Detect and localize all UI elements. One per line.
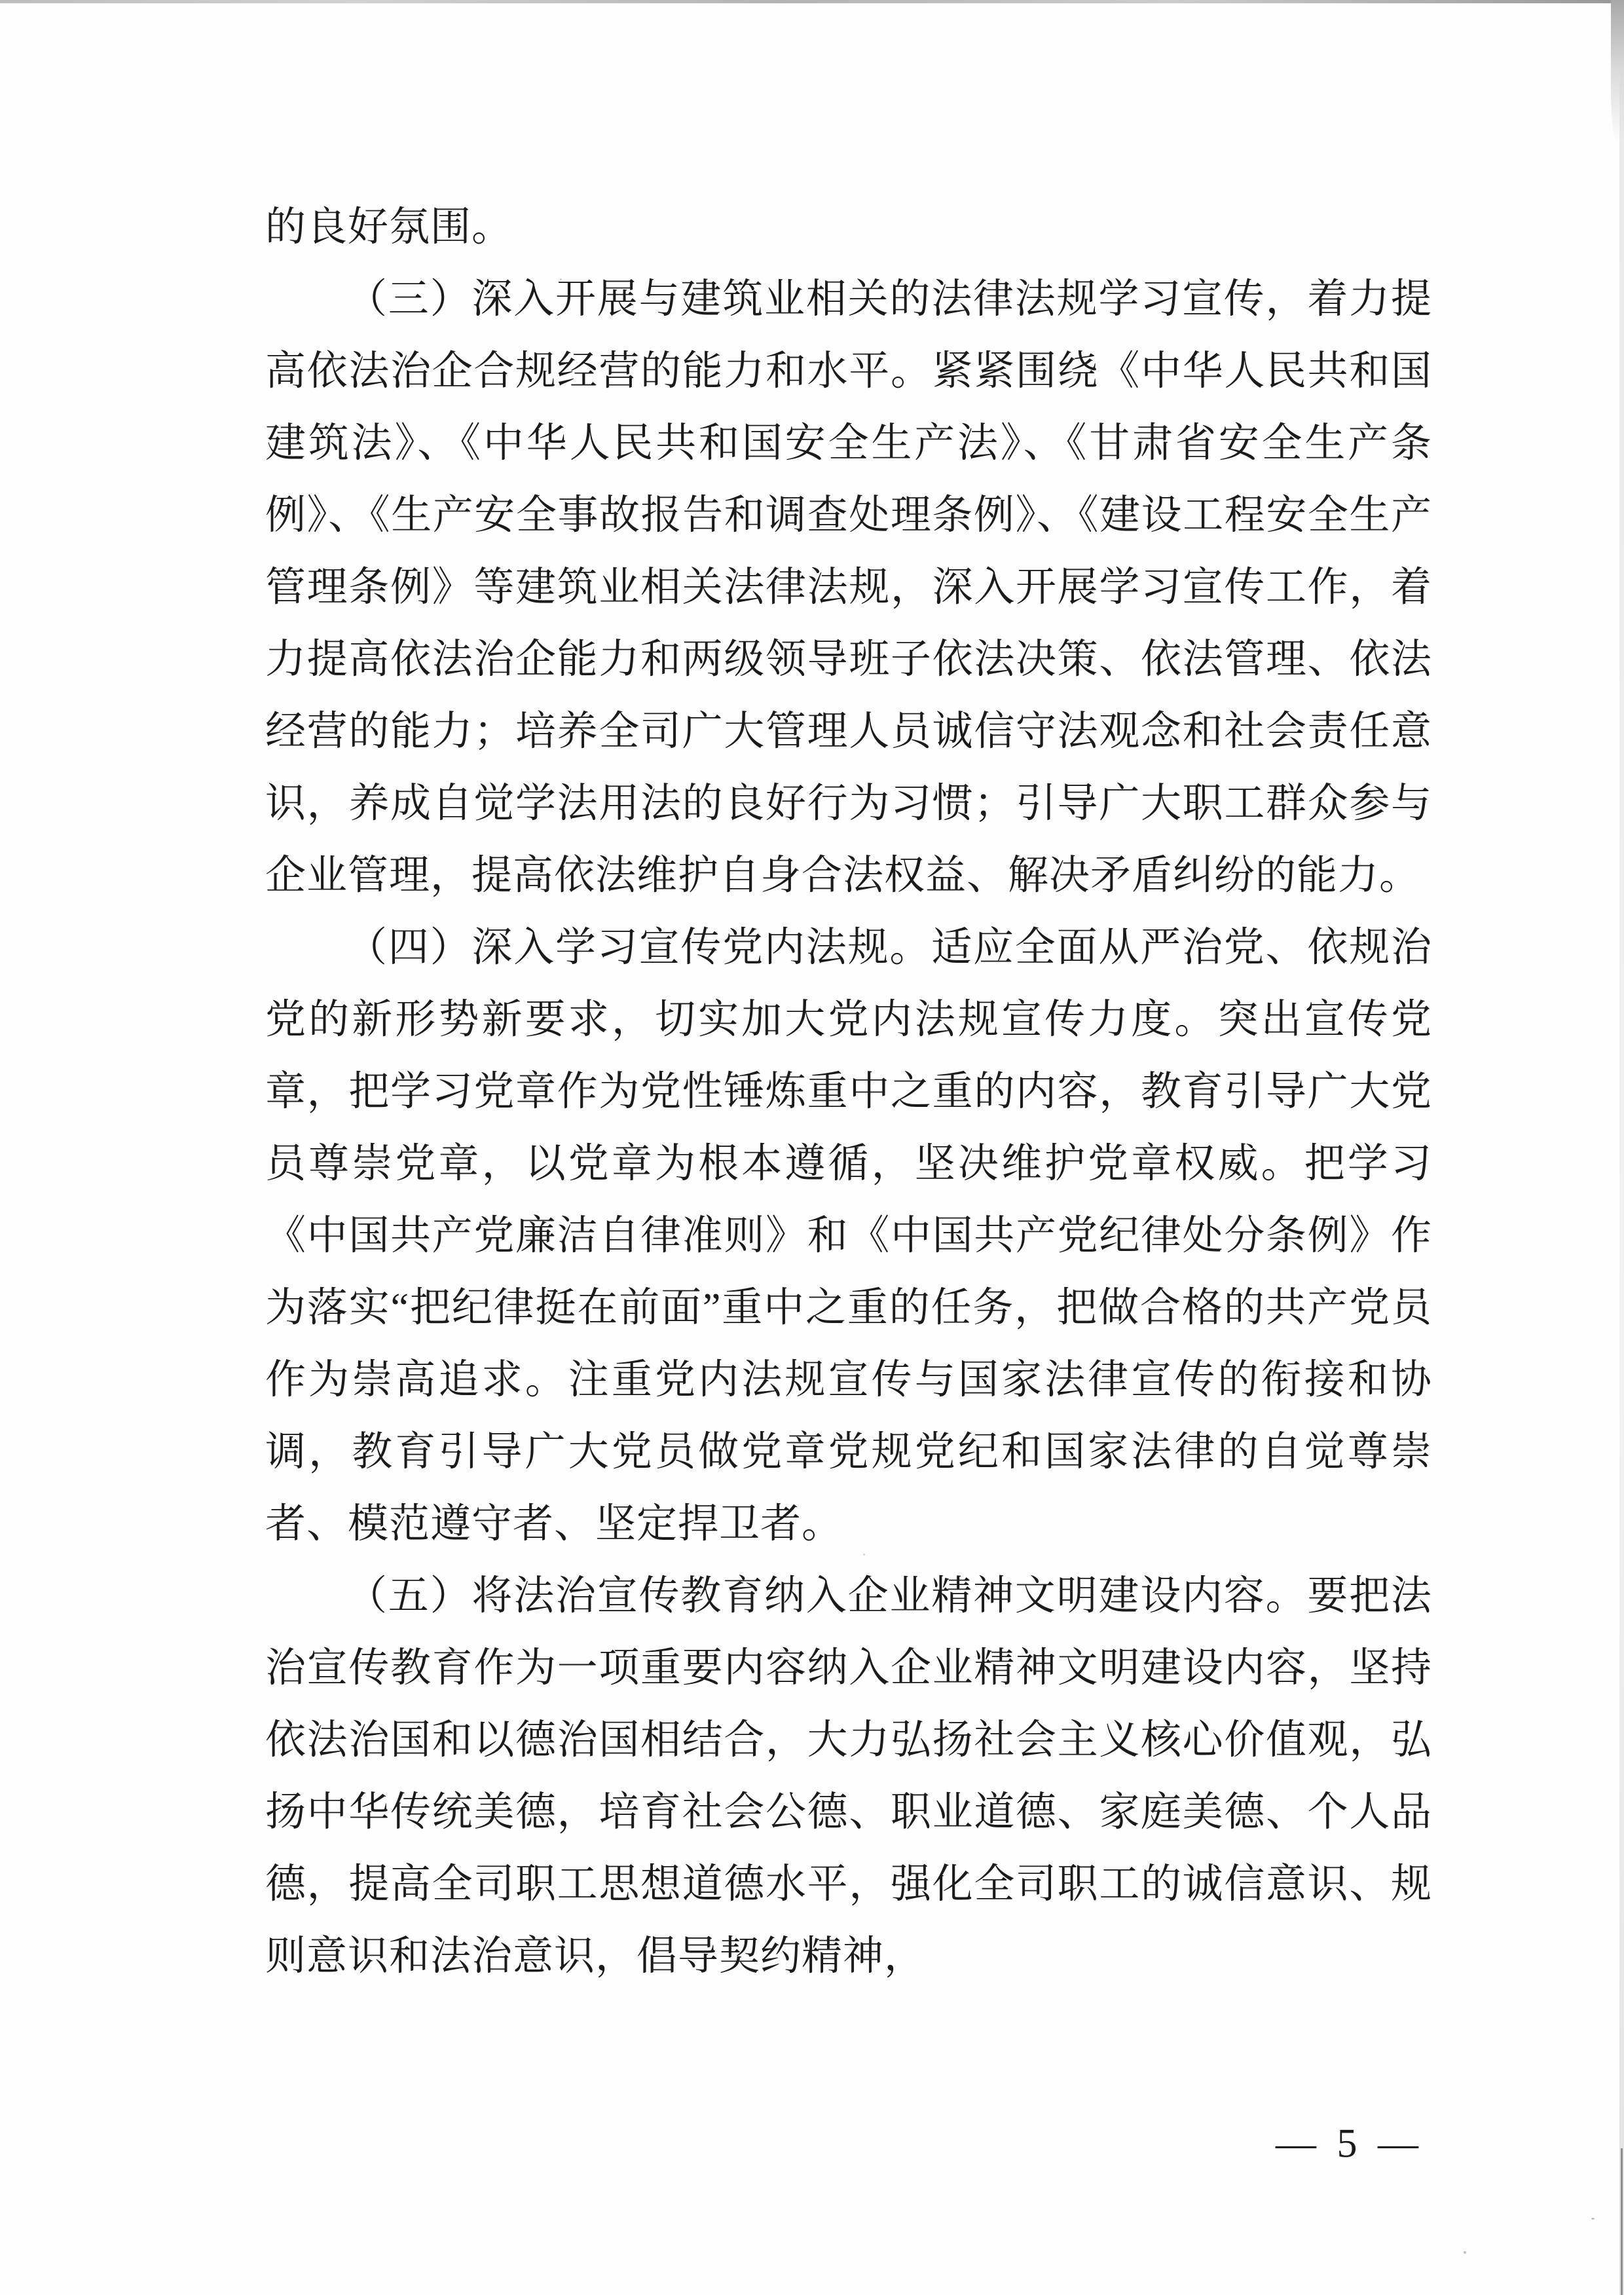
- document-body: [265, 191, 1432, 1992]
- scan-artifact-right-shade: [1619, 0, 1624, 2295]
- paragraph-section-four: （四）深入学习宣传党内法规。适应全面从严治党、依规治党的新形势新要求，切实加大党内法规宣传力度。突出宣传党章，把学习党章作为党性锤炼重中之重的内容，教育引导广大党员尊崇党章，以党章为根本遵循，坚决维护党章权威。把学习《中国共产党廉洁自律准则》和《中国共产党纪律处分条例》作为落实“把纪律挺在前面”重中之重的任务，把做合格的共产党员作为崇高追求。注重党内法规宣传与国家法律宣传的衔接和协调，教育引导广大党员做党章党规党纪和国家法律的自觉尊崇者、模范遵守者、坚定捍卫者。: [265, 925, 1432, 1546]
- scan-artifact-top-edge: [0, 0, 1624, 3]
- scan-artifact-right-edge-line: [1621, 2148, 1623, 2295]
- scan-artifact-top-right-corner: [1611, 0, 1624, 151]
- scan-artifact-speck: [1591, 2218, 1595, 2220]
- paragraph-section-three: （三）深入开展与建筑业相关的法律法规学习宣传，着力提高依法治企合规经营的能力和水平。紧紧围绕《中华人民共和国建筑法》、《中华人民共和国安全生产法》、《甘肃省安全生产条例》、《生产安全事故报告和调查处理条例》、《建设工程安全生产管理条例》等建筑业相关法律法规，深入开展学习宣传工作，着力提高依法治企能力和两级领导班子依法决策、依法管理、依法经营的能力；培养全司广大管理人员诚信守法观念和社会责任意识，养成自觉学法用法的良好行为习惯；引导广大职工群众参与企业管理，提高依法维护自身合法权益、解决矛盾纠纷的能力。: [265, 277, 1432, 898]
- page-number: — 5 —: [1276, 2121, 1424, 2166]
- paragraph-section-five: （五）将法治宣传教育纳入企业精神文明建设内容。要把法治宣传教育作为一项重要内容纳入企业精神文明建设内容，坚持依法治国和以德治国相结合，大力弘扬社会主义核心价值观，弘扬中华传统美德，培育社会公德、职业道德、家庭美德、个人品德，提高全司职工思想道德水平，强化全司职工的诚信意识、规则意识和法治意识，倡导契约精神，: [265, 1574, 1432, 1979]
- scan-artifact-speck: [1464, 2251, 1466, 2254]
- paragraph-continuation: 的良好氛围。: [265, 205, 513, 250]
